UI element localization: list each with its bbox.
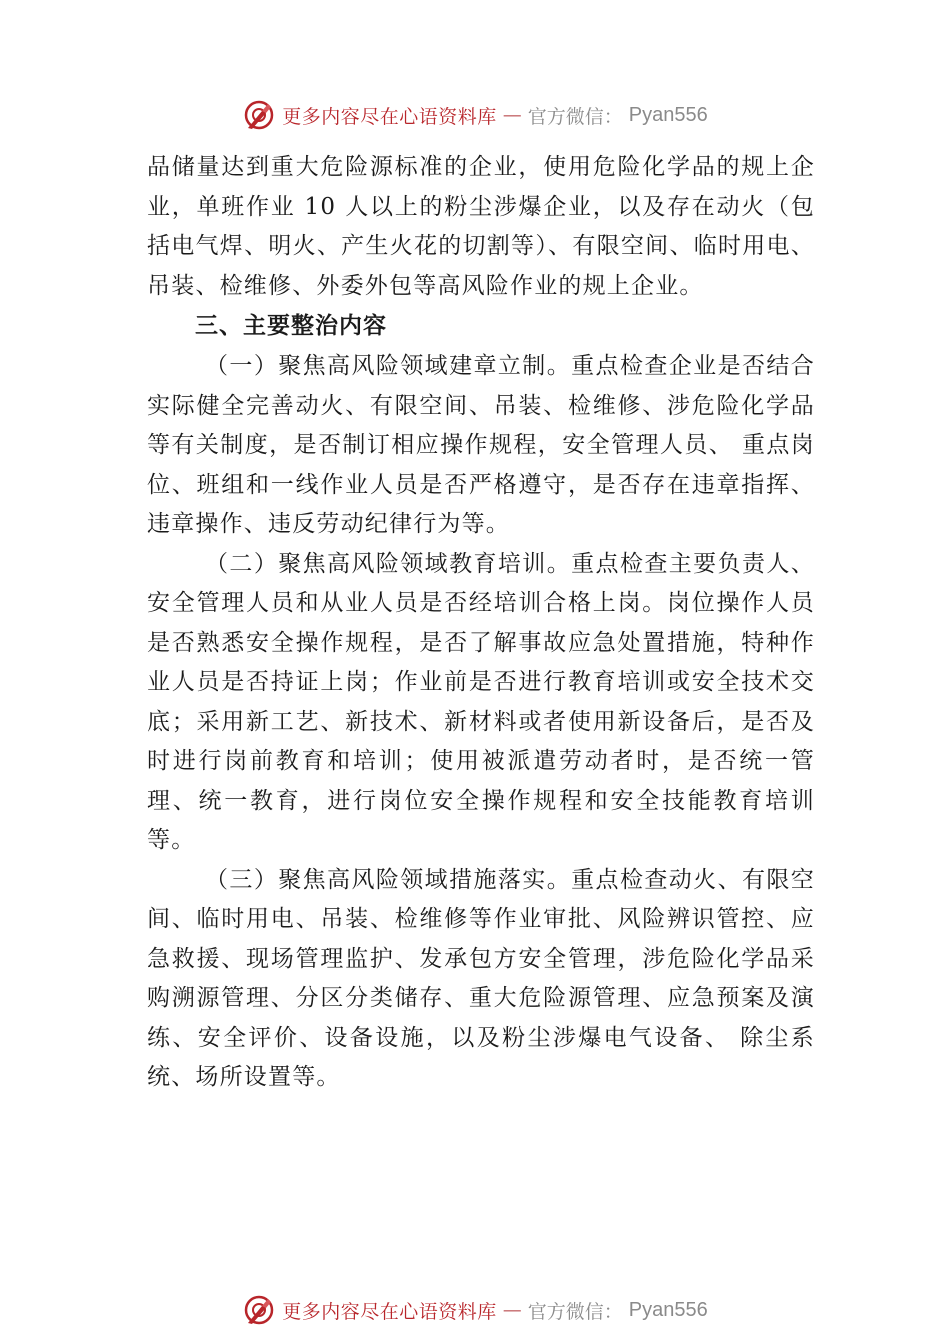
watermark-dash: —	[502, 104, 522, 126]
watermark-dash: —	[502, 1299, 522, 1321]
watermark-footer	[0, 1290, 950, 1330]
subsection-title-training: （二）聚焦高风险领域教育培训。	[205, 550, 572, 577]
watermark-title: 更多内容尽在心语资料库	[282, 105, 497, 128]
subsection-title-rules: （一）聚焦高风险领域建章立制。	[205, 353, 572, 379]
paragraph-rules	[147, 347, 815, 545]
paragraph-measures	[147, 861, 815, 1098]
paragraph-scope-continued: 品储量达到重大危险源标准的企业，使用危险化学品的规上企业，单班作业 10 人以上的粉尘涉爆企业，以及存在动火（包括电气焊、明火、产生火花的切割等）、有限空间、临时用电、吊装、检维修、外委外包等高风险作业的规上企业。	[147, 154, 815, 299]
watermark-contact-id: Pyan556	[628, 103, 708, 126]
paragraph-training	[147, 545, 815, 861]
pen-logo-icon	[242, 98, 276, 132]
subsection-text-training: 重点检查主要负责人、安全管理人员和从业人员是否经培训合格上岗。岗位操作人员是否熟悉安全操作规程，是否了解事故应急处置措施，特种作业人员是否持证上岗；作业前是否进行教育培训或安全技术交底；采用新工艺、新技术、新材料或者使用新设备后，是否及时进行岗前教育和培训；使用被派遣劳动者时，是否统一管理、统一教育，进行岗位安全操作规程和安全技能教育培训等。	[147, 550, 816, 853]
subsection-text-measures: 重点检查动火、有限空间、临时用电、吊装、检维修等作业审批、风险辨识管控、应急救援、现场管理监护、发承包方安全管理，涉危险化学品采购溯源管理、分区分类储存、重大危险源管理、应急预案及演练、安全评价、设备设施，以及粉尘涉爆电气设备、 除尘系统、场所设置等。	[147, 866, 816, 1090]
document-body	[147, 148, 815, 1098]
watermark-contact-label: 官方微信：	[527, 105, 623, 128]
section-heading: 三、主要整治内容	[195, 313, 387, 339]
watermark-contact-id: Pyan556	[628, 1298, 708, 1321]
watermark-header	[0, 95, 950, 135]
subsection-title-measures: （三）聚焦高风险领域措施落实。	[205, 866, 572, 893]
watermark-contact-label: 官方微信：	[527, 1300, 623, 1323]
subsection-text-rules: 重点检查企业是否结合实际健全完善动火、有限空间、吊装、检维修、涉危险化学品等有关制度，是否制订相应操作规程，安全管理人员、 重点岗位、班组和一线作业人员是否严格遵守，是否存在违章指挥、违章操作、违反劳动纪律行为等。	[147, 353, 816, 537]
watermark-title: 更多内容尽在心语资料库	[282, 1300, 497, 1323]
pen-logo-icon	[242, 1293, 276, 1327]
